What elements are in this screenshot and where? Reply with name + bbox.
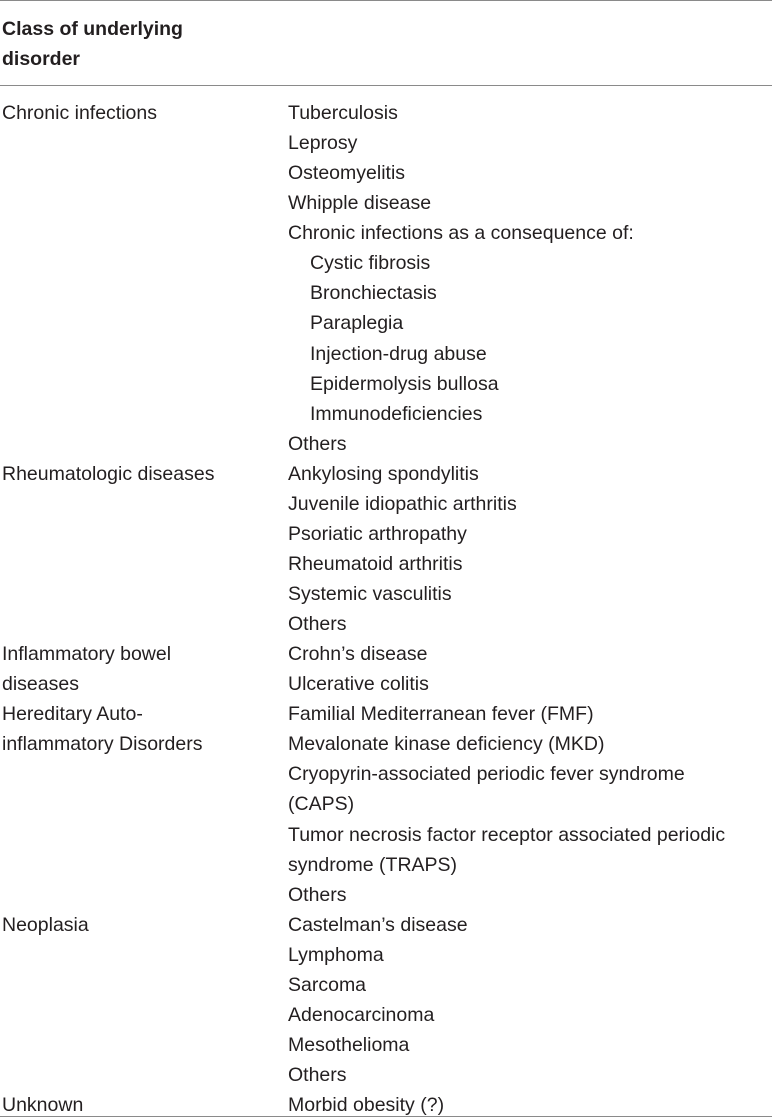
disorder-class: Neoplasia bbox=[2, 913, 89, 936]
condition-list bbox=[288, 459, 772, 639]
condition-item: Ankylosing spondylitis bbox=[288, 462, 479, 485]
table-row bbox=[0, 98, 772, 459]
condition-item: Cryopyrin-associated periodic fever syndrome (CAPS) bbox=[288, 763, 685, 816]
condition-item: Epidermolysis bullosa bbox=[310, 372, 499, 395]
condition-item: Ulcerative colitis bbox=[288, 673, 429, 696]
table-row bbox=[0, 459, 772, 639]
condition-item: Systemic vasculitis bbox=[288, 583, 452, 605]
disorder-class: Hereditary Auto- inflammatory Disorders bbox=[2, 703, 203, 756]
condition-item: Others bbox=[288, 883, 347, 906]
condition-item: Others bbox=[288, 432, 347, 455]
condition-item: Osteomyelitis bbox=[288, 162, 406, 185]
condition-item: Others bbox=[288, 1064, 347, 1086]
condition-item: Mevalonate kinase deficiency (MKD) bbox=[288, 733, 605, 756]
condition-item: Others bbox=[288, 613, 347, 636]
condition-list bbox=[288, 910, 772, 1090]
condition-list bbox=[288, 699, 772, 909]
condition-item: Immunodeficiencies bbox=[310, 402, 483, 425]
condition-item: Adenocarcinoma bbox=[288, 1003, 435, 1026]
condition-item: Juvenile idiopathic arthritis bbox=[288, 492, 517, 515]
column-header-class: Class of underlying disorder bbox=[2, 18, 183, 70]
condition-item: Tumor necrosis factor receptor associated periodic syndrome (TRAPS) bbox=[288, 823, 726, 876]
condition-item: Cystic fibrosis bbox=[310, 252, 431, 275]
header-rule bbox=[0, 85, 772, 86]
condition-item: Tuberculosis bbox=[288, 102, 398, 124]
condition-item: Rheumatoid arthritis bbox=[288, 552, 463, 575]
disorder-class: Chronic infections bbox=[2, 102, 157, 124]
condition-item: Morbid obesity (?) bbox=[288, 1094, 445, 1117]
condition-item: Sarcoma bbox=[288, 973, 367, 996]
condition-list bbox=[288, 639, 772, 699]
condition-item: Mesothelioma bbox=[288, 1033, 410, 1056]
condition-item: Lymphoma bbox=[288, 943, 384, 966]
condition-item: Castelman’s disease bbox=[288, 913, 468, 936]
condition-item: Injection-drug abuse bbox=[310, 342, 487, 365]
condition-item: Bronchiectasis bbox=[310, 282, 437, 305]
table-body bbox=[0, 98, 772, 1120]
table-row bbox=[0, 639, 772, 699]
condition-item: Leprosy bbox=[288, 132, 358, 155]
disorder-class: Unknown bbox=[2, 1094, 84, 1117]
condition-item: Familial Mediterranean fever (FMF) bbox=[288, 703, 594, 726]
disorder-class: Rheumatologic diseases bbox=[2, 462, 215, 485]
condition-item: Psoriatic arthropathy bbox=[288, 522, 467, 545]
disorder-class: Inflammatory bowel diseases bbox=[2, 643, 172, 696]
condition-item: Paraplegia bbox=[310, 312, 404, 335]
table-top-rule bbox=[0, 0, 772, 1]
condition-item: Whipple disease bbox=[288, 192, 432, 215]
condition-item: Chronic infections as a consequence of: bbox=[288, 222, 634, 245]
condition-list bbox=[288, 98, 772, 459]
table-row bbox=[0, 699, 772, 909]
condition-item: Crohn’s disease bbox=[288, 643, 428, 666]
table-row bbox=[0, 910, 772, 1090]
